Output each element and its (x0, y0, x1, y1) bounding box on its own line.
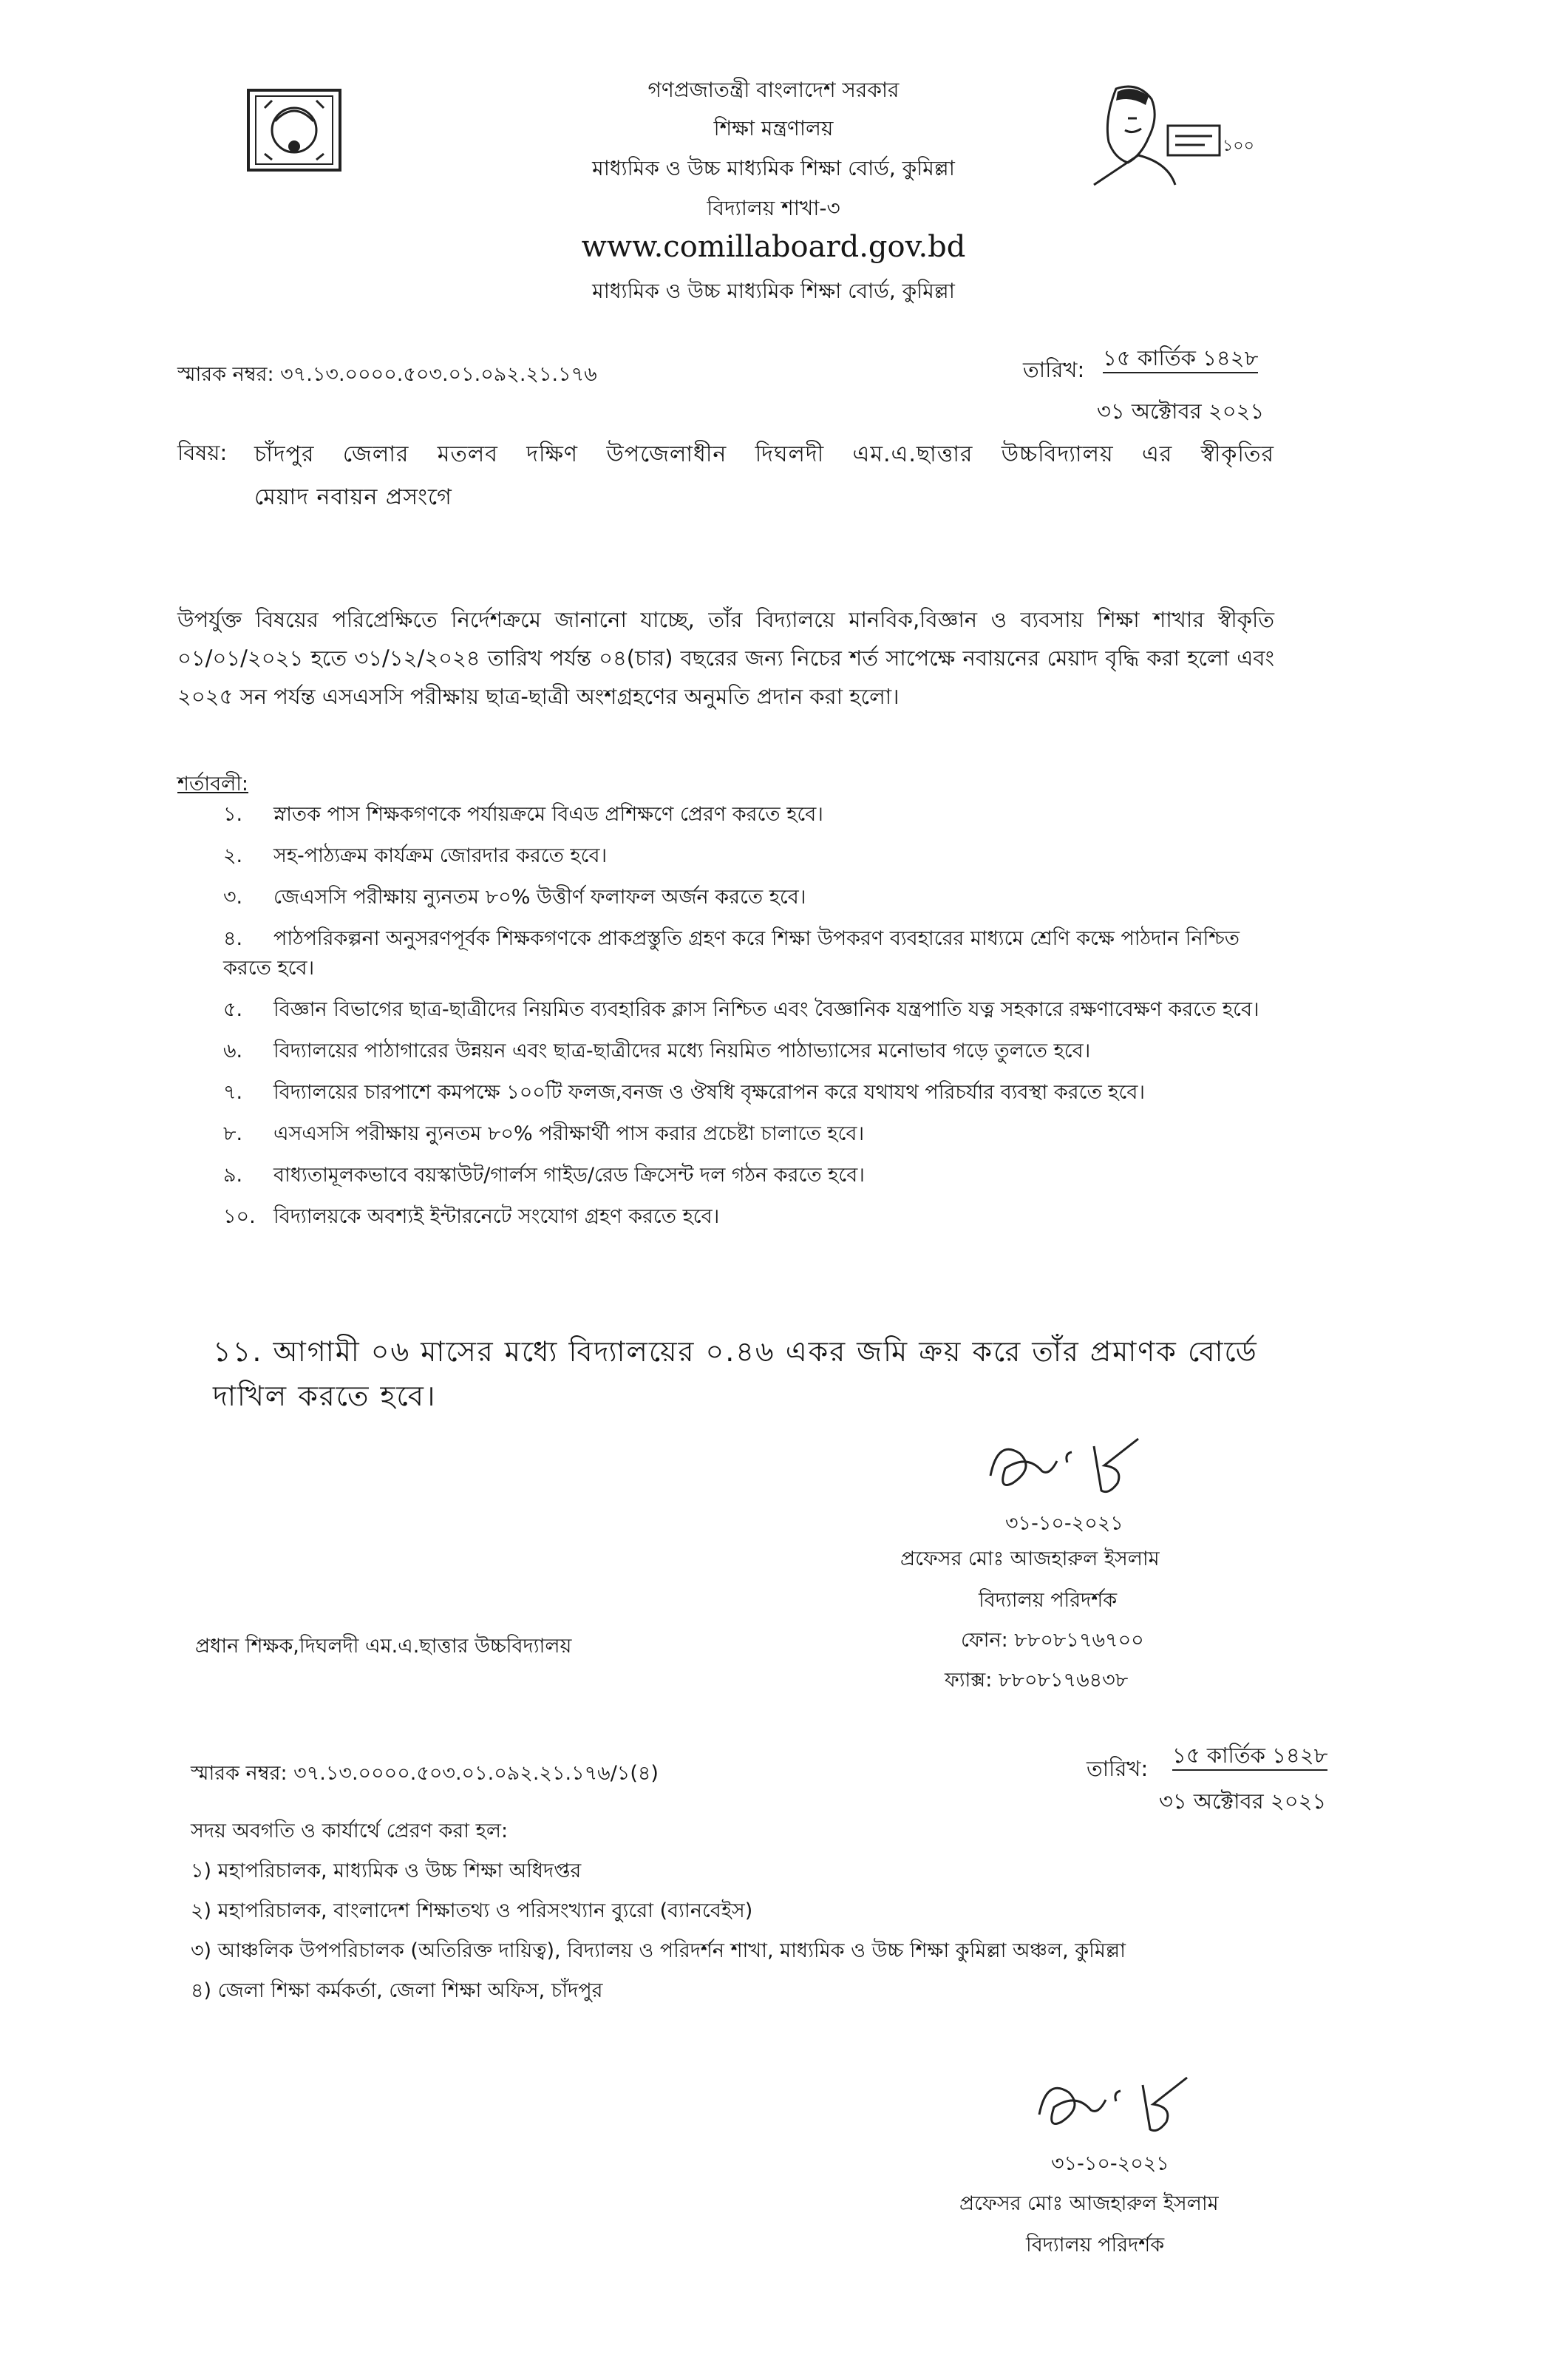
signature-mark-2 (1032, 2063, 1209, 2144)
header-website-link[interactable]: www.comillaboard.gov.bd (581, 230, 966, 264)
condition-item (223, 1078, 1274, 1108)
copy-signature-date: ৩১-১০-২০২১ (1051, 2152, 1169, 2175)
copy-list (191, 1851, 1285, 2011)
condition-number: ৮. (223, 1122, 243, 1145)
copy-list-item: ২) মহাপরিচালক, বাংলাদেশ শিক্ষাতথ্য ও পরিসংখ্যান ব্যুরো (ব্যানবেইস) (191, 1899, 753, 1922)
condition-text: বাধ্যতামূলকভাবে বয়স্কাউট/গার্লস গাইড/রেড ক্রিসেন্ট দল গঠন করতে হবে। (273, 1164, 865, 1187)
copy-signatory-name: প্রফেসর মোঃ আজহারুল ইসলাম (959, 2192, 1219, 2215)
signature-date: ৩১-১০-২০২১ (1005, 1512, 1123, 1535)
condition-item (223, 800, 1274, 830)
condition-number: ৬. (223, 1040, 243, 1062)
condition-number: ১০. (223, 1205, 256, 1228)
copy-date-bangla: ১৫ কার্তিক ১৪২৮ (1172, 1739, 1327, 1775)
subject-text (254, 433, 1274, 519)
subject-label: বিষয়: (177, 440, 228, 465)
condition-text: পাঠপরিকল্পনা অনুসরণপূর্বক শিক্ষকগণকে প্রাকপ্রস্তুতি গ্রহণ করে শিক্ষা উপকরণ ব্যবহারের মাধ্যমে শ্রেণি কক্ষে পাঠদান নিশ্চিত করতে হবে। (223, 927, 1240, 980)
header-section: বিদ্যালয় শাখা-৩ (707, 196, 840, 220)
date-label: তারিখ: (1023, 357, 1085, 382)
condition-number: ৩. (223, 886, 243, 909)
condition-11: ১১. আগামী ০৬ মাসের মধ্যে বিদ্যালয়ের ০.৪৬ একর জমি ক্রয় করে তাঁর প্রমাণক বোর্ডে দাখিল করতে হবে। (213, 1335, 1258, 1412)
body-paragraph: উপর্যুক্ত বিষয়ের পরিপ্রেক্ষিতে নির্দেশক্রমে জানানো যাচ্ছে, তাঁর বিদ্যালয়ে মানবিক,বিজ্ঞান ও ব্যবসায় শিক্ষা শাখার স্বীকৃতি ০১/০১/২০২১ হতে ৩১/১২/২০২৪ তারিখ পর্যন্ত ০৪(চার) বছরের জন্য নিচের শর্ত সাপেক্ষে নবায়নের মেয়াদ বৃদ্ধি করা হলো এবং ২০২৫ সন পর্যন্ত এসএসসি পরীক্ষায় ছাত্র-ছাত্রী অংশগ্রহণের অনুমতি প্রদান করা হলো। (177, 607, 1274, 709)
condition-number: ২. (223, 844, 243, 867)
signatory-fax: ফ্যাক্স: ৮৮০৮১৭৬৪৩৮ (945, 1669, 1129, 1692)
date-english: ৩১ অক্টোবর ২০২১ (1097, 399, 1265, 424)
copy-date-english: ৩১ অক্টোবর ২০২১ (1159, 1789, 1327, 1814)
condition-text: স্নাতক পাস শিক্ষকগণকে পর্যায়ক্রমে বিএড প্রশিক্ষণে প্রেরণ করতে হবে। (273, 803, 823, 826)
condition-item (223, 1037, 1274, 1066)
condition-text: জেএসসি পরীক্ষায় ন্যুনতম ৮০% উত্তীর্ণ ফলাফল অর্জন করতে হবে। (273, 886, 806, 909)
condition-item (223, 1161, 1274, 1190)
copy-signatory-title: বিদ্যালয় পরিদর্শক (1026, 2234, 1165, 2257)
header-government: গণপ্রজাতন্ত্রী বাংলাদেশ সরকার (647, 78, 900, 102)
conditions-list (223, 800, 1274, 1244)
signatory-name: প্রফেসর মোঃ আজহারুল ইসলাম (900, 1547, 1160, 1570)
condition-item (223, 883, 1274, 912)
condition-item (223, 995, 1274, 1025)
condition-text: বিদ্যালয়ের পাঠাগারের উন্নয়ন এবং ছাত্র-ছাত্রীদের মধ্যে নিয়মিত পাঠাভ্যাসের মনোভাব গড়ে তুলতে হবে। (273, 1040, 1091, 1062)
condition-text: এসএসসি পরীক্ষায় ন্যুনতম ৮০% পরীক্ষার্থী পাস করার প্রচেষ্টা চালাতে হবে। (273, 1122, 865, 1145)
recipient: প্রধান শিক্ষক,দিঘলদী এম.এ.ছাত্তার উচ্চবিদ্যালয় (195, 1635, 572, 1658)
condition-number: ৭. (223, 1081, 243, 1104)
condition-text: বিদ্যালয়ের চারপাশে কমপক্ষে ১০০টি ফলজ,বনজ ও ঔষধি বৃক্ষরোপন করে যথাযথ পরিচর্যার ব্যবস্থা করতে হবে। (273, 1081, 1146, 1104)
header-board: মাধ্যমিক ও উচ্চ মাধ্যমিক শিক্ষা বোর্ড, কুমিল্লা (592, 156, 955, 180)
signatory-phone: ফোন: ৮৮০৮১৭৬৭০০ (961, 1629, 1144, 1652)
conditions-title: শর্তাবলী: (177, 773, 249, 796)
condition-text: সহ-পাঠ্যক্রম কার্যক্রম জোরদার করতে হবে। (273, 844, 608, 867)
condition-number: ১. (223, 803, 243, 826)
condition-text: বিজ্ঞান বিভাগের ছাত্র-ছাত্রীদের নিয়মিত ব্যবহারিক ক্লাস নিশ্চিত এবং বৈজ্ঞানিক যন্ত্রপাতি যত্ন সহকারে রক্ষণাবেক্ষণ করতে হবে। (273, 998, 1259, 1021)
memo-number: স্মারক নম্বর: ৩৭.১৩.০০০০.৫০৩.০১.০৯২.২১.১৭৬ (177, 363, 597, 386)
copy-memo-number: স্মারক নম্বর: ৩৭.১৩.০০০০.৫০৩.০১.০৯২.২১.১৭৬/১(৪) (191, 1762, 659, 1785)
date-bangla: ১৫ কার্তিক ১৪২৮ (1103, 342, 1258, 378)
copy-date-label: তারিখ: (1087, 1756, 1149, 1781)
condition-item (223, 1202, 1274, 1232)
signature-mark (983, 1424, 1160, 1505)
copy-list-item: ৪) জেলা শিক্ষা কর্মকর্তা, জেলা শিক্ষা অফিস, চাঁদপুর (191, 1979, 603, 2002)
copy-list-item: ৩) আঞ্চলিক উপপরিচালক (অতিরিক্ত দায়িত্ব), বিদ্যালয় ও পরিদর্শন শাখা, মাধ্যমিক ও উচ্চ শিক্ষা কুমিল্লা অঞ্চল, কুমিল্লা (191, 1939, 1126, 1962)
header-ministry: শিক্ষা মন্ত্রণালয় (713, 116, 834, 140)
subject-line-1: চাঁদপুর জেলার মতলব দক্ষিণ উপজেলাধীন দিঘলদী এম.এ.ছাত্তার উচ্চবিদ্যালয় এর স্বীকৃতির (254, 441, 1274, 467)
condition-number: ৫. (223, 998, 243, 1021)
copy-intro: সদয় অবগতি ও কার্যার্থে প্রেরণ করা হল: (191, 1820, 509, 1842)
condition-item (223, 1119, 1274, 1149)
condition-number: ৯. (223, 1164, 243, 1187)
svg-text:১০০: ১০০ (1223, 137, 1254, 155)
subject-line-2: মেয়াদ নবায়ন প্রসংগে (254, 484, 452, 510)
copy-list-item: ১) মহাপরিচালক, মাধ্যমিক ও উচ্চ শিক্ষা অধিদপ্তর (191, 1859, 582, 1882)
header-board-2: মাধ্যমিক ও উচ্চ মাধ্যমিক শিক্ষা বোর্ড, কুমিল্লা (592, 279, 955, 303)
condition-item (223, 924, 1274, 983)
condition-text: বিদ্যালয়কে অবশ্যই ইন্টারনেটে সংযোগ গ্রহণ করতে হবে। (273, 1205, 720, 1228)
signatory-title: বিদ্যালয় পরিদর্শক (979, 1589, 1118, 1612)
condition-item (223, 841, 1274, 871)
condition-number: ৪. (223, 927, 243, 950)
